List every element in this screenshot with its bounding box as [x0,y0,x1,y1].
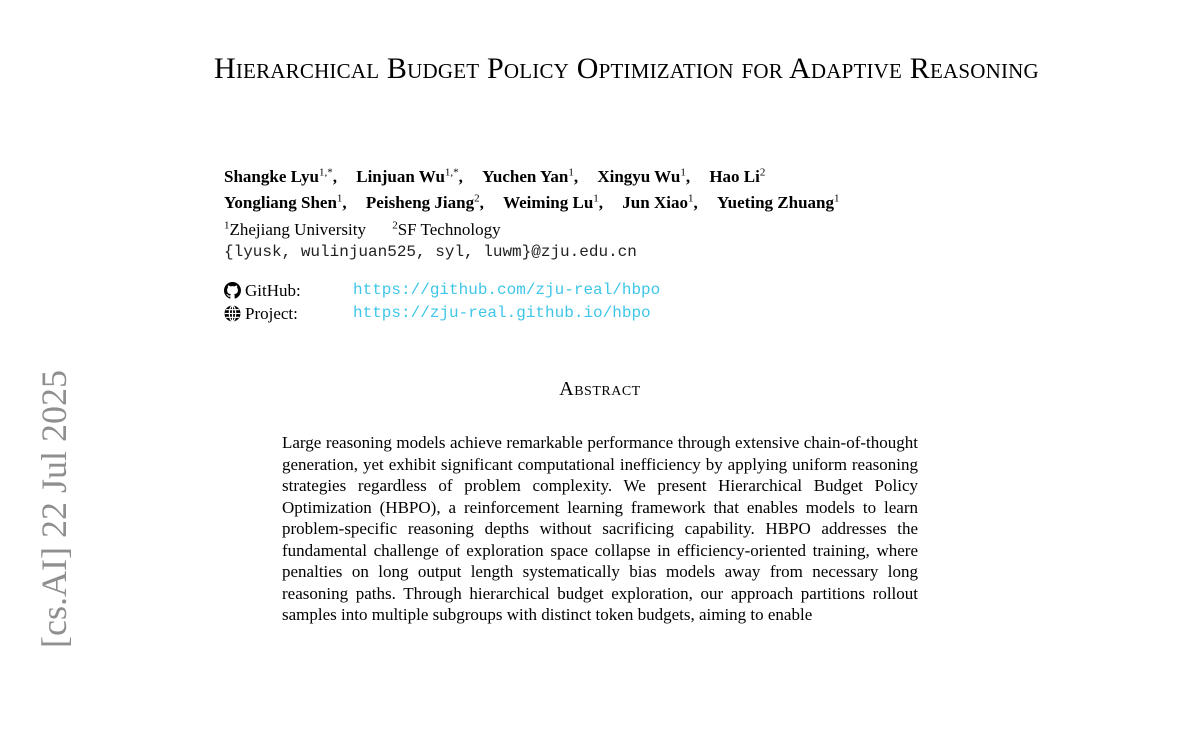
abstract-text: Large reasoning models achieve remarkable performance through extensive chain-of-thought generation, yet exhibit significant computational inefficiency by applying uniform reasoning strategies regardless of problem complexity. We present Hierarchical Budget Policy Optimization (HBPO), a reinforcement learning framework that enables models to learn problem-specific reasoning depths without sacrificing capability. HBPO addresses the fundamental challenge of exploration space collapse in efficiency-oriented training, where penalties on long output length systematically bias models away from necessary long reasoning paths. Through hierarchical budget exploration, our approach partitions rollout samples into multiple subgroups with distinct token budgets, aiming to enable [282,433,918,624]
author-emails: {lyusk, wulinjuan525, syl, luwm}@zju.edu.cn [224,242,637,261]
project-link-row [224,302,924,325]
author-row-2 [224,188,1024,215]
affiliations [224,214,1024,241]
affiliation: $^1$Zhejiang University [224,219,366,239]
paper-title: Hierarchical Budget Policy Optimization for Adaptive Reasoning [214,52,1039,85]
author: Yongliang Shen$^1$, [224,192,347,213]
arxiv-side-stamp [24,345,84,745]
github-label: GitHub: [245,281,301,300]
author-block [224,161,1024,263]
github-icon [224,282,241,299]
github-link-row [224,279,924,302]
author-row-1 [224,161,1024,188]
github-url-link[interactable]: https://github.com/zju-real/hbpo [353,281,661,299]
affiliation: $^2$SF Technology [392,219,501,239]
abstract-heading: Abstract [559,378,641,400]
author: Yueting Zhuang$^1$ [716,192,840,213]
author: Shangke Lyu$^{1,*}$, [224,166,337,186]
author: Jun Xiao$^1$, [622,192,698,213]
project-url-link[interactable]: https://zju-real.github.io/hbpo [353,304,651,322]
resource-links [224,279,924,325]
author: Xingyu Wu$^1$, [597,166,691,186]
globe-icon [224,305,241,322]
author: Weiming Lu$^1$, [503,192,604,213]
project-label: Project: [245,304,298,323]
author: Hao Li$^2$ [709,166,766,186]
author: Linjuan $Wu^{1,*}$, [356,166,463,186]
author: Yuchen Yan$^1$, [482,166,579,186]
arxiv-stamp-text: [cs.AI] 22 Jul 2025 [34,370,74,648]
author: Peisheng Jiang$^2$, [365,192,484,213]
